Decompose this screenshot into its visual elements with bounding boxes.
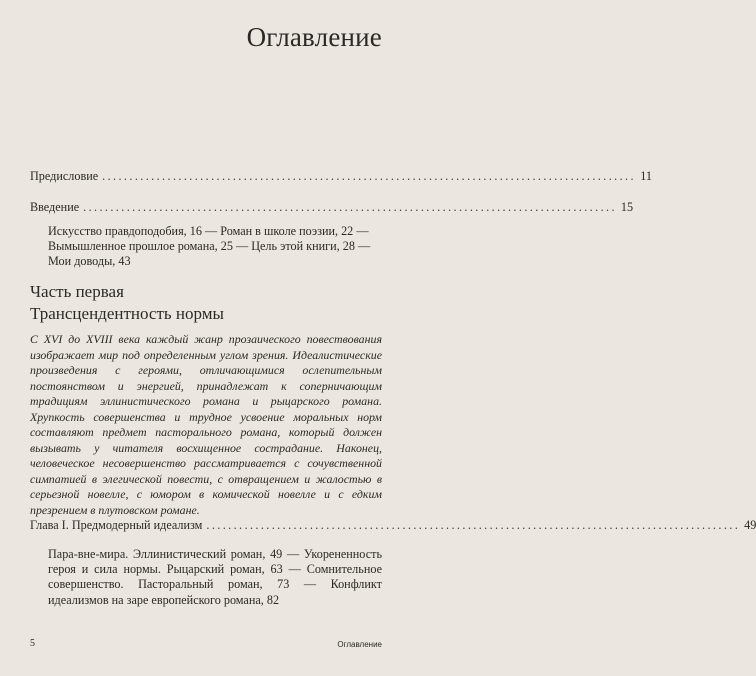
part-title: Трансцендентность нормы xyxy=(30,303,224,323)
toc-page-number: 15 xyxy=(620,200,634,214)
page-number: 5 xyxy=(30,638,35,649)
dot-leader: .................................................................................................. xyxy=(83,200,617,214)
dot-leader: .................................................................................................. xyxy=(102,169,636,183)
introduction-summary: Искусство правдоподобия, 16 — Роман в школе поэзии, 22 — Вымышленное прошлое романа, 25 — Цель этой книги, 28 — Мои доводы, 43 xyxy=(48,224,371,269)
toc-page-number: 11 xyxy=(640,169,652,183)
toc-page-number: 49 xyxy=(744,518,756,532)
toc-entry-label: Предисловие xyxy=(30,169,99,183)
toc-entry-preface[interactable] xyxy=(30,169,652,184)
dot-leader: .................................................................................................. xyxy=(206,518,741,532)
chapter-1-summary: Пара-вне-мира. Эллинистический роман, 49 — Укорененность героя и сила нормы. Рыцарский роман, 63 — Сомнительное совершенство. Пасторальный роман, 73 — Конфликт идеализмов на заре европейского романа, 82 xyxy=(48,547,382,607)
part-heading xyxy=(30,281,224,324)
page-title: Оглавление xyxy=(246,22,382,52)
toc-entry-label: Введение xyxy=(30,200,80,214)
part-number: Часть первая xyxy=(30,282,124,301)
toc-entry-label: Глава I. Предмодерный идеализм xyxy=(30,518,203,532)
running-head: Оглавление xyxy=(337,640,382,649)
toc-entry-introduction[interactable] xyxy=(30,200,634,215)
toc-entry-chapter-1[interactable] xyxy=(30,518,756,533)
part-abstract: С XVI до XVIII века каждый жанр прозаического повествования изображает мир под определенным углом зрения. Идеалистические произведения с героями, отличающимися ослепительным постоянством и энергией, принадлежат к соперничающим традициям эллинистического романа и рыцарского романа. Хрупкость совершенства и трудное усвоение моральных норм составляют предмет пасторального романа, который должен вызывать у читателя восхищенное сострадание. Наконец, человеческое несовершенство рассматривается с сочувственной симпатией в элегической повести, с отвращением и жалостью в серьезной новелле, с юмором в комической новелле и с едким презрением в плутовском романе. xyxy=(30,332,382,517)
